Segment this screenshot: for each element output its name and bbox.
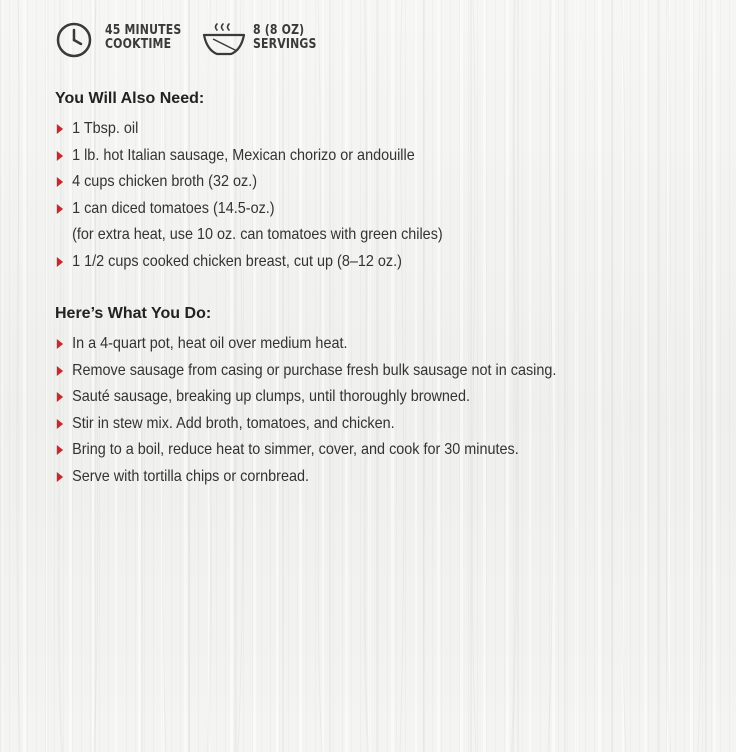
bullet-arrow-icon [57,366,63,376]
bullet-arrow-icon [57,204,63,214]
bowl-icon [201,20,247,58]
ingredient-text: 1 1/2 cups cooked chicken breast, cut up (8–12 oz.) [72,252,402,270]
step-text: Sauté sausage, breaking up clumps, until thoroughly browned. [72,388,470,405]
cook-time [55,20,195,60]
bullet-arrow-icon [57,445,63,455]
list-item [55,384,556,411]
servings-value: 8 (8 OZ) [253,23,305,38]
step-text: Stir in stew mix. Add broth, tomatoes, and chicken. [72,414,395,432]
cook-time-value: 45 MINUTES [105,23,182,38]
ingredients-section [55,88,486,275]
bullet-arrow-icon [57,177,63,187]
ingredient-text: 1 lb. hot Italian sausage, Mexican chorizo or andouille [72,146,415,164]
ingredient-note: (for extra heat, use 10 oz. can tomatoes with green chiles) [72,226,443,243]
step-text: In a 4-quart pot, heat oil over medium heat. [72,335,348,352]
ingredient-text: 1 Tbsp. oil [72,120,139,137]
list-item [55,464,556,491]
ingredients-list [55,116,486,275]
bullet-arrow-icon [57,257,63,267]
list-item [55,196,443,249]
step-text: Remove sausage from casing or purchase fresh bulk sausage not in casing. [72,361,557,379]
cook-time-label: COOKTIME [105,37,172,52]
cook-time-text [105,24,181,52]
bullet-arrow-icon [57,151,63,161]
list-item [55,169,443,196]
list-item [55,358,556,385]
list-item [55,249,443,276]
servings [201,20,341,60]
servings-label: SERVINGS [253,37,317,52]
ingredients-heading: You Will Also Need: [55,90,205,107]
bullet-arrow-icon [57,419,63,429]
clock-icon [55,20,93,58]
list-item [55,411,556,438]
ingredient-text: 1 can diced tomatoes (14.5-oz.) [72,199,275,217]
step-text: Serve with tortilla chips or cornbread. [72,467,310,485]
bullet-arrow-icon [57,392,63,402]
list-item [55,331,556,358]
list-item [55,143,443,170]
bullet-arrow-icon [57,339,63,349]
steps-list [55,331,612,490]
bullet-arrow-icon [57,124,63,134]
ingredient-text: 4 cups chicken broth (32 oz.) [72,173,257,190]
servings-text [253,24,317,52]
steps-section [55,303,612,490]
steps-heading: Here’s What You Do: [55,305,212,322]
list-item [55,437,556,464]
list-item [55,116,443,143]
bullet-arrow-icon [57,472,63,482]
step-text: Bring to a boil, reduce heat to simmer, cover, and cook for 30 minutes. [72,441,519,458]
